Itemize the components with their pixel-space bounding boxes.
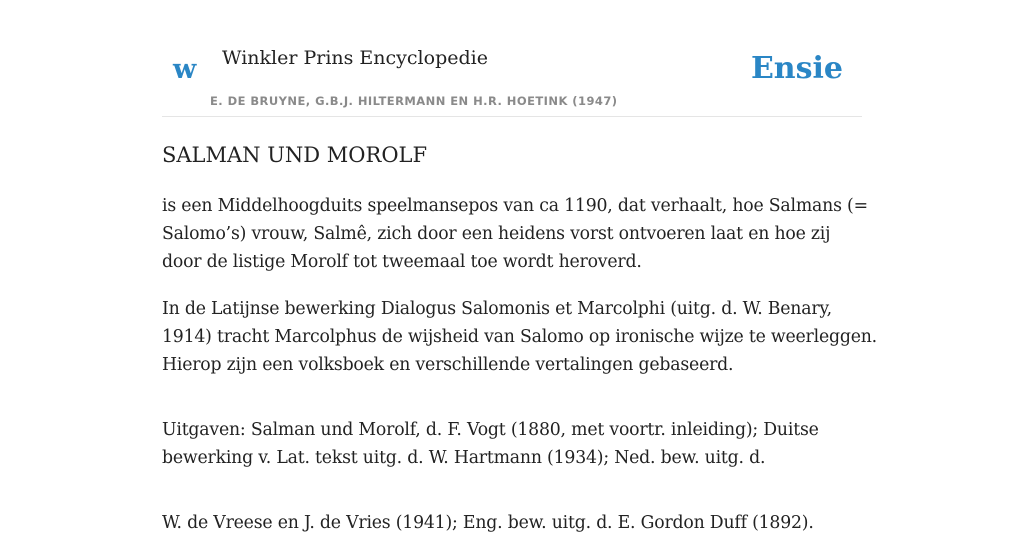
- paragraph-line: is een Middelhoogduits speelmansepos van ca 1190, dat verhaalt, hoe Salmans (=: [162, 196, 868, 216]
- paragraph-line: Hierop zijn een volksboek en verschillende vertalingen gebaseerd.: [162, 355, 734, 375]
- article-title: SALMAN UND MOROLF: [162, 143, 428, 167]
- paragraph-line: door de listige Morolf tot tweemaal toe wordt heroverd.: [162, 252, 642, 272]
- article-paragraph: [162, 192, 868, 276]
- editions-paragraph: [162, 509, 862, 537]
- paragraph-line: bewerking v. Lat. tekst uitg. d. W. Hartmann (1934); Ned. bew. uitg. d.: [162, 448, 766, 468]
- paragraph-line: In de Latijnse bewerking Dialogus Salomonis et Marcolphi (uitg. d. W. Benary,: [162, 299, 832, 319]
- site-title[interactable]: Winkler Prins Encyclopedie: [222, 47, 488, 69]
- site-header: [162, 0, 862, 117]
- paragraph-line: W. de Vreese en J. de Vries (1941); Eng. bew. uitg. d. E. Gordon Duff (1892).: [162, 513, 814, 533]
- article: [162, 140, 877, 556]
- editions-paragraph: [162, 416, 862, 472]
- w-logo-icon[interactable]: w: [173, 54, 197, 85]
- ensie-logo[interactable]: Ensie: [750, 51, 843, 86]
- paragraph-line: Uitgaven: Salman und Morolf, d. F. Vogt (1880, met voortr. inleiding); Duitse: [162, 420, 819, 440]
- paragraph-line: 1914) tracht Marcolphus de wijsheid van Salomo op ironische wijze te weerleggen.: [162, 327, 877, 347]
- article-paragraph: [162, 295, 877, 379]
- authors-line: E. DE BRUYNE, G.B.J. HILTERMANN EN H.R. HOETINK (1947): [210, 94, 618, 108]
- paragraph-line: Salomo’s) vrouw, Salmê, zich door een heidens vorst ontvoeren laat en hoe zij: [162, 224, 831, 244]
